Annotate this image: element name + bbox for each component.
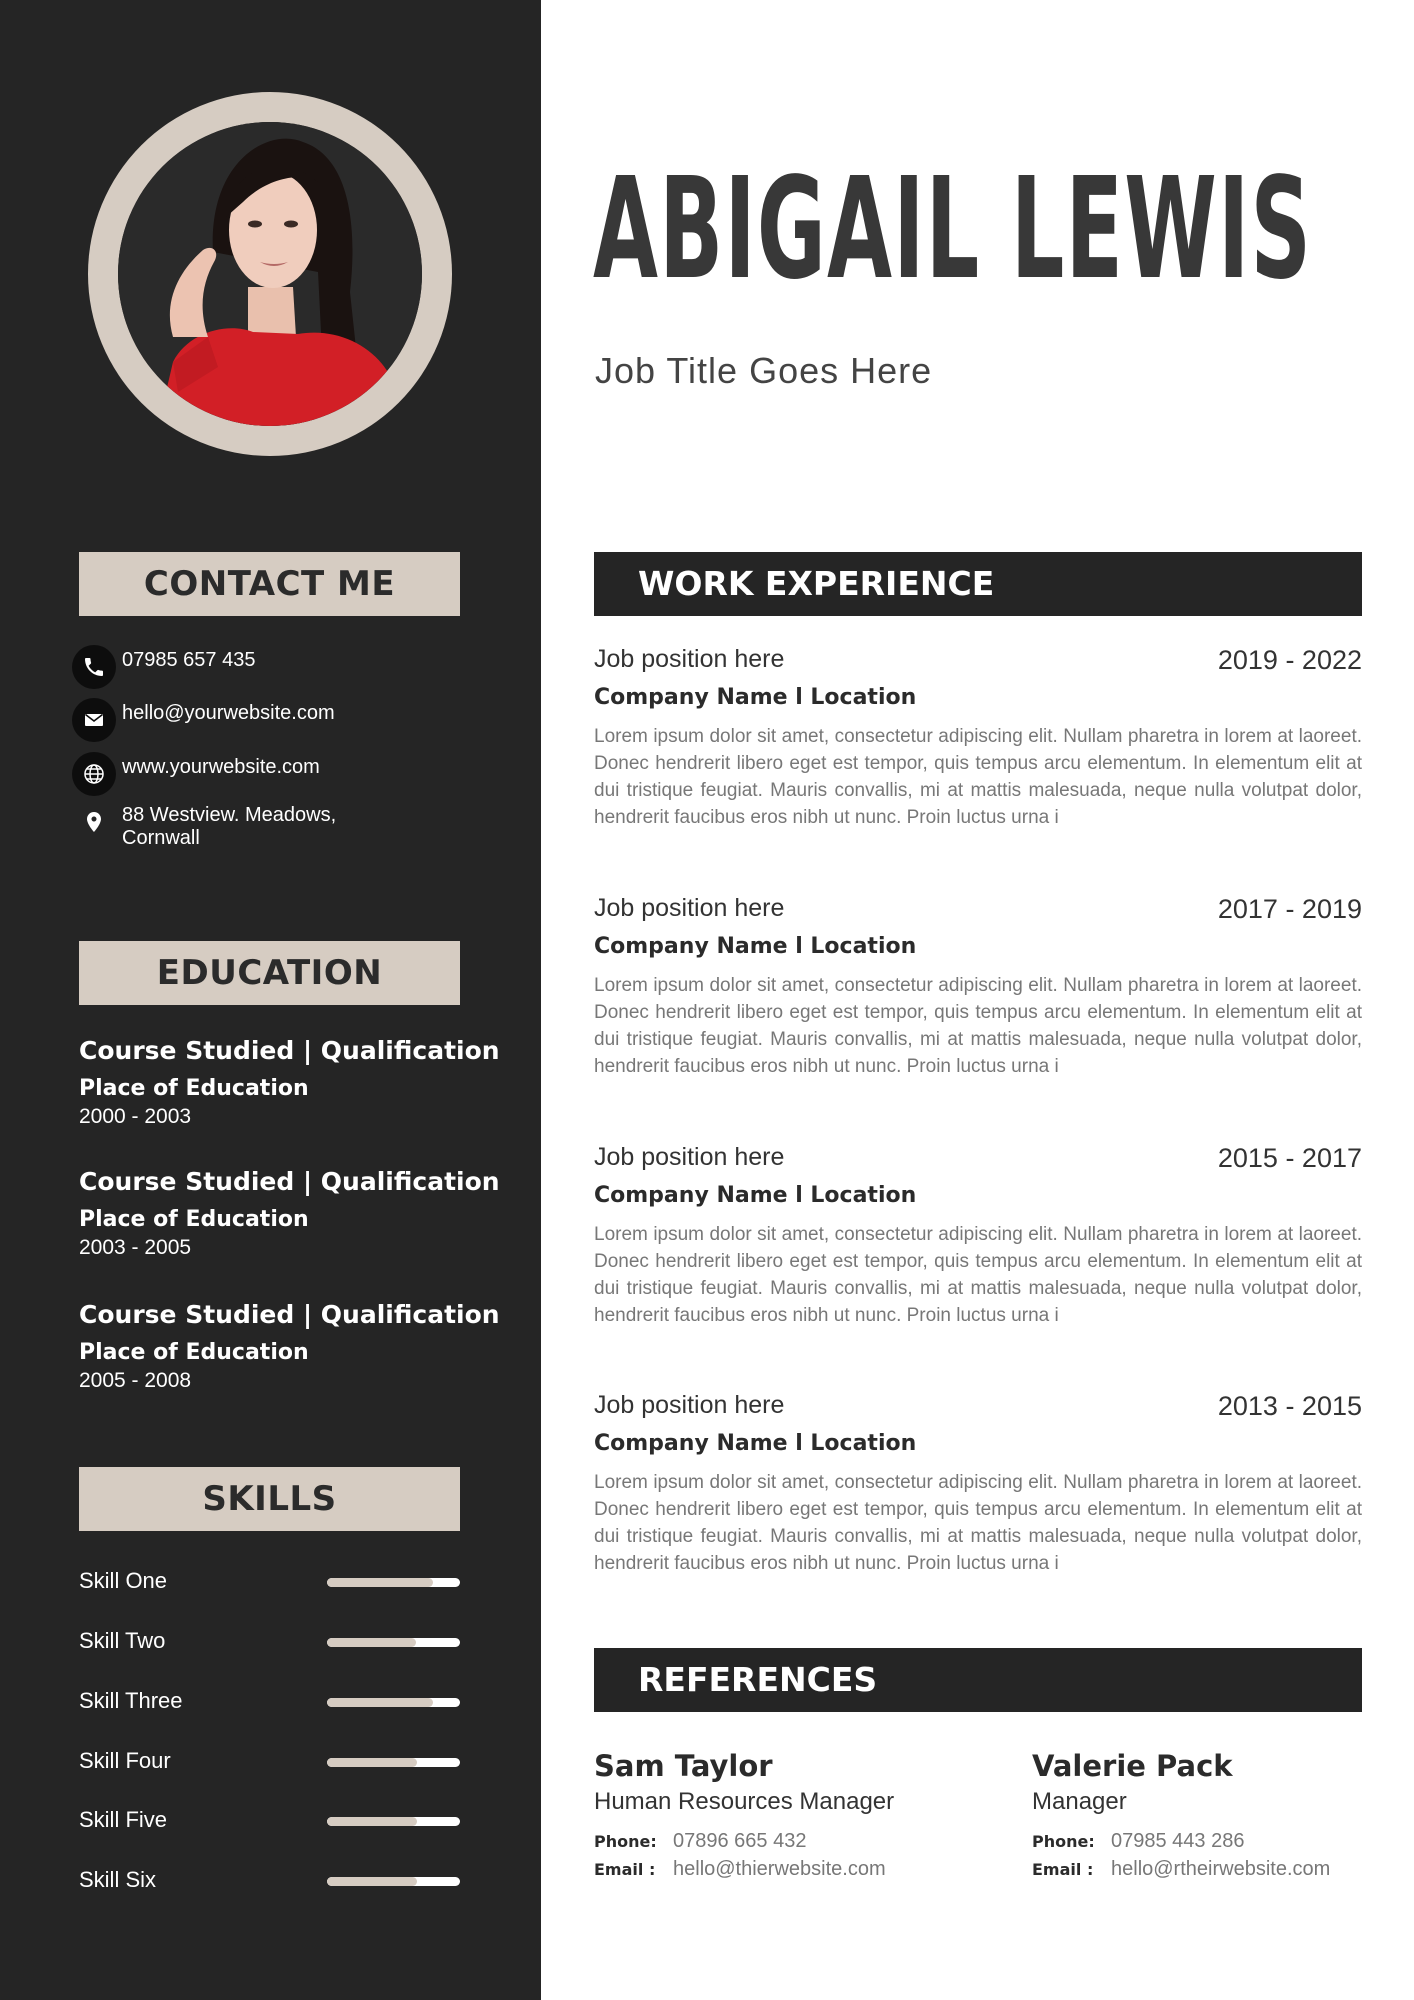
job-years: 2013 - 2015 <box>1217 1391 1362 1421</box>
reference-phone-row <box>594 1828 924 1854</box>
skill-row <box>79 1805 460 1835</box>
job-years: 2017 - 2019 <box>1217 894 1362 924</box>
profile-photo <box>118 122 422 426</box>
education-place: Place of Education <box>79 1076 309 1101</box>
education-years: 2005 - 2008 <box>79 1369 192 1392</box>
education-item <box>79 1298 519 1394</box>
skill-bar-fill <box>327 1638 416 1647</box>
education-place: Place of Education <box>79 1340 309 1365</box>
job-description: Lorem ipsum dolor sit amet, consectetur adipiscing elit. Nullam pharetra in lorem at laoreet. Donec hendrerit libero eget est tempor, quis tempus arcu elementum. In elementum elit at dui tristique feugiat. Mauris convallis, mi at mattis malesuada, neque nulla volutpat dolor, hendrerit faucibus eros nibh ut nunc. Proin luctus urna i <box>594 726 1362 828</box>
education-item <box>79 1165 519 1261</box>
skills-header: SKILLS <box>79 1467 460 1531</box>
reference-role: Manager <box>1032 1788 1127 1815</box>
reference-phone-row <box>1032 1828 1362 1854</box>
reference-email[interactable]: hello@rtheirwebsite.com <box>1111 1858 1331 1880</box>
contact-phone <box>72 645 255 689</box>
job-position: Job position here <box>594 1143 785 1171</box>
reference-phone[interactable]: 07985 443 286 <box>1111 1830 1245 1852</box>
reference-email[interactable]: hello@thierwebsite.com <box>673 1858 886 1880</box>
location-pin-icon <box>72 800 116 844</box>
skill-name: Skill Three <box>79 1688 183 1713</box>
job-description: Lorem ipsum dolor sit amet, consectetur adipiscing elit. Nullam pharetra in lorem at laoreet. Donec hendrerit libero eget est tempor, quis tempus arcu elementum. In elementum elit at dui tristique feugiat. Mauris convallis, mi at mattis malesuada, neque nulla volutpat dolor, hendrerit faucibus eros nibh ut nunc. Proin luctus urna i <box>594 1224 1362 1326</box>
reference-item <box>594 1748 924 1882</box>
job-company: Company Name l Location <box>594 1183 917 1208</box>
job-description: Lorem ipsum dolor sit amet, consectetur adipiscing elit. Nullam pharetra in lorem at laoreet. Donec hendrerit libero eget est tempor, quis tempus arcu elementum. In elementum elit at dui tristique feugiat. Mauris convallis, mi at mattis malesuada, neque nulla volutpat dolor, hendrerit faucibus eros nibh ut nunc. Proin luctus urna i <box>594 975 1362 1077</box>
job-company: Company Name l Location <box>594 1431 917 1456</box>
education-place: Place of Education <box>79 1207 309 1232</box>
job-position: Job position here <box>594 645 785 673</box>
work-experience-header: WORK EXPERIENCE <box>594 552 1362 616</box>
profile-photo-frame <box>88 92 452 456</box>
contact-address <box>72 800 337 849</box>
skill-name: Skill Four <box>79 1748 171 1773</box>
phone-icon <box>72 645 116 689</box>
globe-icon <box>72 752 116 796</box>
job-years: 2019 - 2022 <box>1217 645 1362 675</box>
contact-website <box>72 752 320 796</box>
skill-bar-track <box>327 1698 460 1707</box>
skill-row <box>79 1626 460 1656</box>
website-url[interactable]: www.yourwebsite.com <box>122 756 320 778</box>
skill-row <box>79 1686 460 1716</box>
skill-bar-fill <box>327 1578 433 1587</box>
job-years: 2015 - 2017 <box>1217 1143 1362 1173</box>
skill-bar-track <box>327 1578 460 1587</box>
reference-name: Valerie Pack <box>1032 1749 1233 1783</box>
phone-label: Phone: <box>1032 1832 1095 1851</box>
education-course: Course Studied | Qualification <box>79 1036 500 1065</box>
skill-bar-track <box>327 1877 460 1886</box>
skill-bar-track <box>327 1758 460 1767</box>
contact-email <box>72 698 335 742</box>
job-position: Job position here <box>594 894 785 922</box>
job-description: Lorem ipsum dolor sit amet, consectetur adipiscing elit. Nullam pharetra in lorem at laoreet. Donec hendrerit libero eget est tempor, quis tempus arcu elementum. In elementum elit at dui tristique feugiat. Mauris convallis, mi at mattis malesuada, neque nulla volutpat dolor, hendrerit faucibus eros nibh ut nunc. Proin luctus urna i <box>594 1472 1362 1574</box>
address <box>122 800 336 850</box>
reference-role: Human Resources Manager <box>594 1788 895 1815</box>
portrait-illustration <box>118 122 422 426</box>
phone-number[interactable]: 07985 657 435 <box>122 649 256 671</box>
references-header: REFERENCES <box>594 1648 1362 1712</box>
reference-email-row <box>1032 1856 1362 1882</box>
address-line-1: 88 Westview. Meadows, <box>122 804 337 826</box>
skill-bar-fill <box>327 1817 417 1826</box>
job-title: Job Title Goes Here <box>595 350 933 391</box>
skill-bar-fill <box>327 1877 417 1886</box>
skill-name: Skill One <box>79 1568 168 1593</box>
job-company: Company Name l Location <box>594 934 917 959</box>
education-years: 2003 - 2005 <box>79 1236 192 1259</box>
address-line-2: Cornwall <box>122 827 200 849</box>
reference-item <box>1032 1748 1362 1882</box>
skill-row <box>79 1865 460 1895</box>
reference-name: Sam Taylor <box>594 1749 773 1783</box>
email-address[interactable]: hello@yourwebsite.com <box>122 702 335 724</box>
sidebar <box>0 0 541 2000</box>
skill-row <box>79 1746 460 1776</box>
skill-row <box>79 1566 460 1596</box>
skill-bar-fill <box>327 1758 417 1767</box>
education-course: Course Studied | Qualification <box>79 1167 500 1196</box>
candidate-name: ABIGAIL LEWIS <box>593 148 1313 311</box>
reference-email-row <box>594 1856 924 1882</box>
skill-name: Skill Two <box>79 1628 166 1653</box>
skill-name: Skill Five <box>79 1807 168 1832</box>
phone-label: Phone: <box>594 1832 657 1851</box>
skill-bar-track <box>327 1638 460 1647</box>
education-years: 2000 - 2003 <box>79 1105 192 1128</box>
job-position: Job position here <box>594 1391 785 1419</box>
reference-phone[interactable]: 07896 665 432 <box>673 1830 807 1852</box>
skill-bar-track <box>327 1817 460 1826</box>
education-header: EDUCATION <box>79 941 460 1005</box>
email-label: Email : <box>1032 1860 1094 1879</box>
skill-name: Skill Six <box>79 1867 157 1892</box>
contact-header: CONTACT ME <box>79 552 460 616</box>
education-course: Course Studied | Qualification <box>79 1300 500 1329</box>
skill-bar-fill <box>327 1698 433 1707</box>
email-label: Email : <box>594 1860 656 1879</box>
education-item <box>79 1034 519 1130</box>
job-company: Company Name l Location <box>594 685 917 710</box>
mail-icon <box>72 698 116 742</box>
